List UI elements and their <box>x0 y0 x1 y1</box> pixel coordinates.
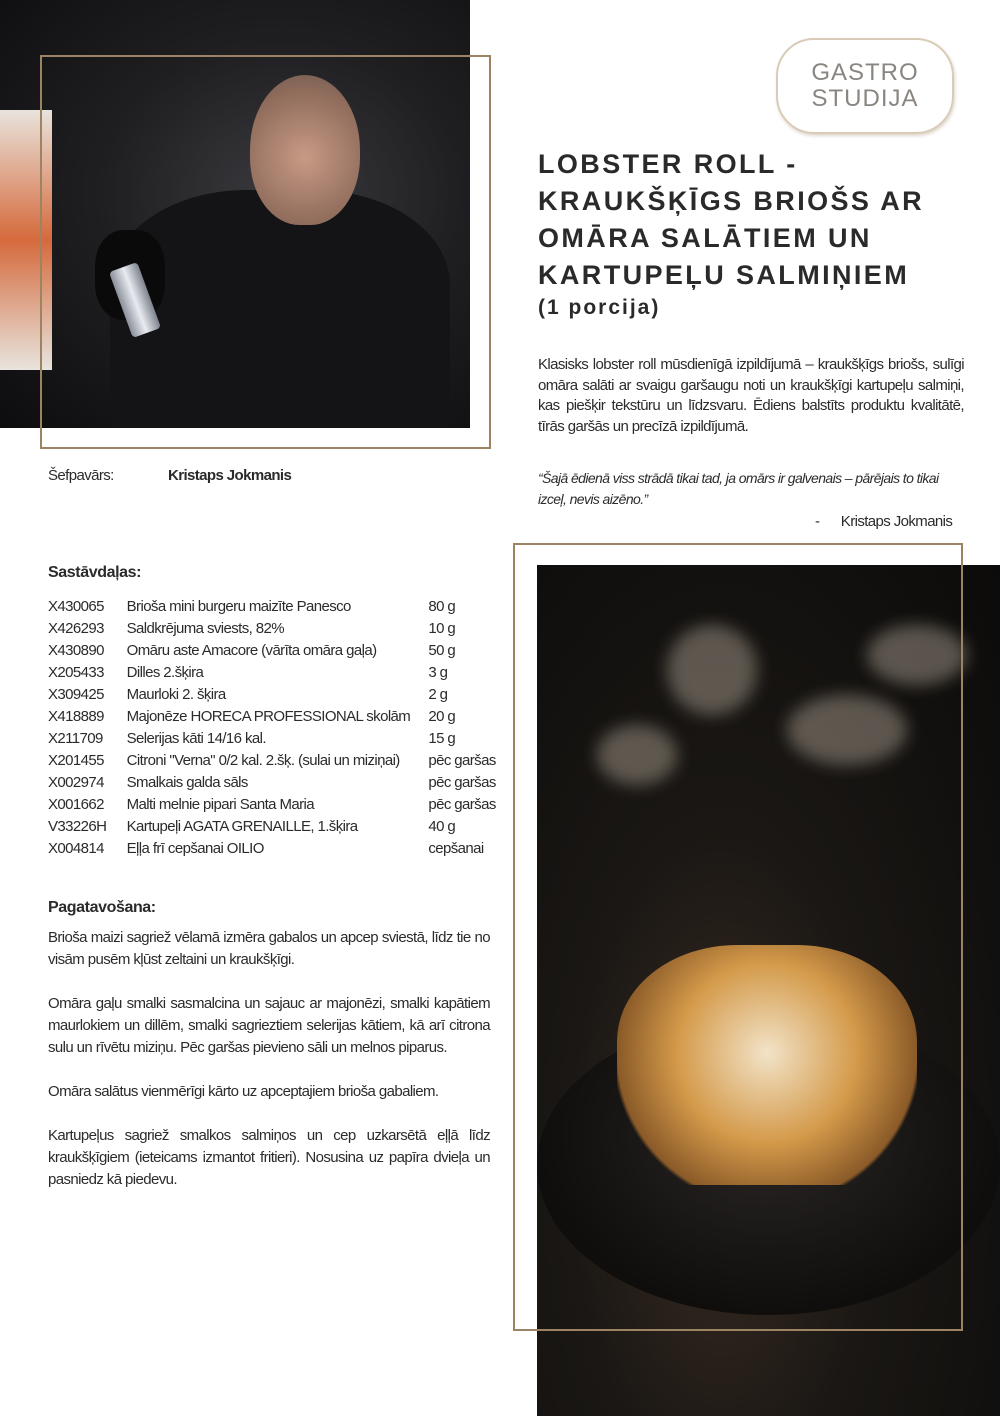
preparation-step: Kartupeļus sagriež smalkos salmiņos un cep uzkarsētā eļļā līdz kraukšķīgiem (ieteicams izmantot fritieri). Nosusina uz papīra dvieļa un pasniedz kā piedevu. <box>48 1127 490 1188</box>
preparation-step: Brioša maizi sagriež vēlamā izmēra gabalos un apcep sviestā, līdz tie no visām pusēm kļūst zeltaini un kraukšķīgi. <box>48 929 490 968</box>
ingredient-row <box>48 640 508 662</box>
preparation-step: Omāra salātus vienmērīgi kārto uz apceptajiem brioša gabaliem. <box>48 1083 439 1100</box>
preparation-steps <box>48 927 490 1213</box>
ingredient-row <box>48 816 508 838</box>
title-line: OMĀRA SALĀTIEM UN <box>538 223 872 253</box>
ingredient-name: Kartupeļi AGATA GRENAILLE, 1.šķira <box>126 818 358 835</box>
ingredient-name: Smalkais galda sāls <box>126 774 248 791</box>
ingredient-name: Saldkrējuma sviests, 82% <box>126 620 284 637</box>
title-line: KARTUPEĻU SALMIŅIEM <box>538 260 910 290</box>
ingredient-row <box>48 618 508 640</box>
ingredients-table <box>48 596 508 860</box>
ingredient-amount: 10 g <box>428 620 456 637</box>
ingredient-code: X001662 <box>48 796 104 813</box>
ingredient-name: Maurloki 2. šķira <box>126 686 226 703</box>
ingredients-heading: Sastāvdaļas: <box>48 564 142 581</box>
ingredient-amount: 2 g <box>428 686 448 703</box>
ingredient-code: X430065 <box>48 598 104 615</box>
ingredient-amount: 3 g <box>428 664 448 681</box>
ingredient-code: X004814 <box>48 840 104 857</box>
title-line: KRAUKŠĶĪGS BRIOŠS AR <box>538 186 925 216</box>
ingredient-code: X430890 <box>48 642 104 659</box>
ingredient-name: Citroni "Verna" 0/2 kal. 2.šķ. (sulai un miziņai) <box>126 752 400 769</box>
ingredient-amount: 20 g <box>428 708 456 725</box>
chef-quote: “Šajā ēdienā viss strādā tikai tad, ja omārs ir galvenais – pārējais to tikai izceļ, nevis aizēno.” <box>538 470 939 507</box>
ingredient-name: Dilles 2.šķira <box>126 664 204 681</box>
logo-line2: STUDIJA <box>811 85 919 112</box>
ingredient-row <box>48 662 508 684</box>
recipe-title <box>538 146 978 294</box>
ingredient-row <box>48 596 508 618</box>
preparation-step: Omāra gaļu smalki sasmalcina un sajauc ar majonēzi, smalki kapātiem maurlokiem un dillēm, smalki sagrieztiem selerijas kātiem, kā arī citrona sulu un rīvētu miziņu. Pēc garšas pievieno sāli un melnos piparus. <box>48 995 490 1056</box>
ingredient-code: V33226H <box>48 818 107 835</box>
gastro-studija-logo <box>776 38 954 134</box>
ingredient-name: Eļļa frī cepšanai OILIO <box>126 840 264 857</box>
ingredient-amount: pēc garšas <box>428 774 496 791</box>
ingredient-row <box>48 794 508 816</box>
chef-label: Šefpavārs: <box>48 467 114 484</box>
ingredient-name: Selerijas kāti 14/16 kal. <box>126 730 266 747</box>
chef-name: Kristaps Jokmanis <box>168 467 292 484</box>
ingredient-amount: pēc garšas <box>428 796 496 813</box>
ingredient-row <box>48 728 508 750</box>
ingredient-code: X002974 <box>48 774 104 791</box>
logo-line1: GASTRO <box>811 59 919 86</box>
ingredient-amount: 50 g <box>428 642 456 659</box>
intro-text: Klasisks lobster roll mūsdienīgā izpildījumā – kraukšķīgs briošs, sulīgi omāra salāti ar svaigu garšaugu noti un kraukšķīgi kartupeļu salmiņi, kas piešķir tekstūru un līdzsvaru. Ēdiens balstīts produktu kvalitātē, tīrās garšās un precīzā izpildījumā. <box>538 356 964 435</box>
quote-author: - Kristaps Jokmanis <box>815 513 953 530</box>
ingredient-code: X426293 <box>48 620 104 637</box>
ingredient-amount: 15 g <box>428 730 456 747</box>
ingredient-row <box>48 684 508 706</box>
ingredient-name: Brioša mini burgeru maizīte Panesco <box>126 598 351 615</box>
ingredient-code: X418889 <box>48 708 104 725</box>
ingredient-code: X201455 <box>48 752 104 769</box>
ingredient-name: Malti melnie pipari Santa Maria <box>126 796 314 813</box>
ingredient-amount: 80 g <box>428 598 456 615</box>
ingredient-code: X309425 <box>48 686 104 703</box>
preparation-heading: Pagatavošana: <box>48 899 156 916</box>
ingredient-amount: cepšanai <box>428 840 484 857</box>
ingredient-code: X205433 <box>48 664 104 681</box>
ingredient-amount: pēc garšas <box>428 752 496 769</box>
ingredient-amount: 40 g <box>428 818 456 835</box>
title-line: LOBSTER ROLL - <box>538 149 798 179</box>
ingredient-name: Omāru aste Amacore (vārīta omāra gaļa) <box>126 642 377 659</box>
ingredient-row <box>48 706 508 728</box>
dish-photo-frame <box>513 543 963 1331</box>
chef-photo-frame <box>40 55 491 449</box>
ingredient-row <box>48 750 508 772</box>
ingredient-row <box>48 838 508 860</box>
ingredient-code: X211709 <box>48 730 103 747</box>
portion-label: (1 porcija) <box>538 296 661 319</box>
ingredient-name: Majonēze HORECA PROFESSIONAL skolām <box>126 708 411 725</box>
ingredient-row <box>48 772 508 794</box>
